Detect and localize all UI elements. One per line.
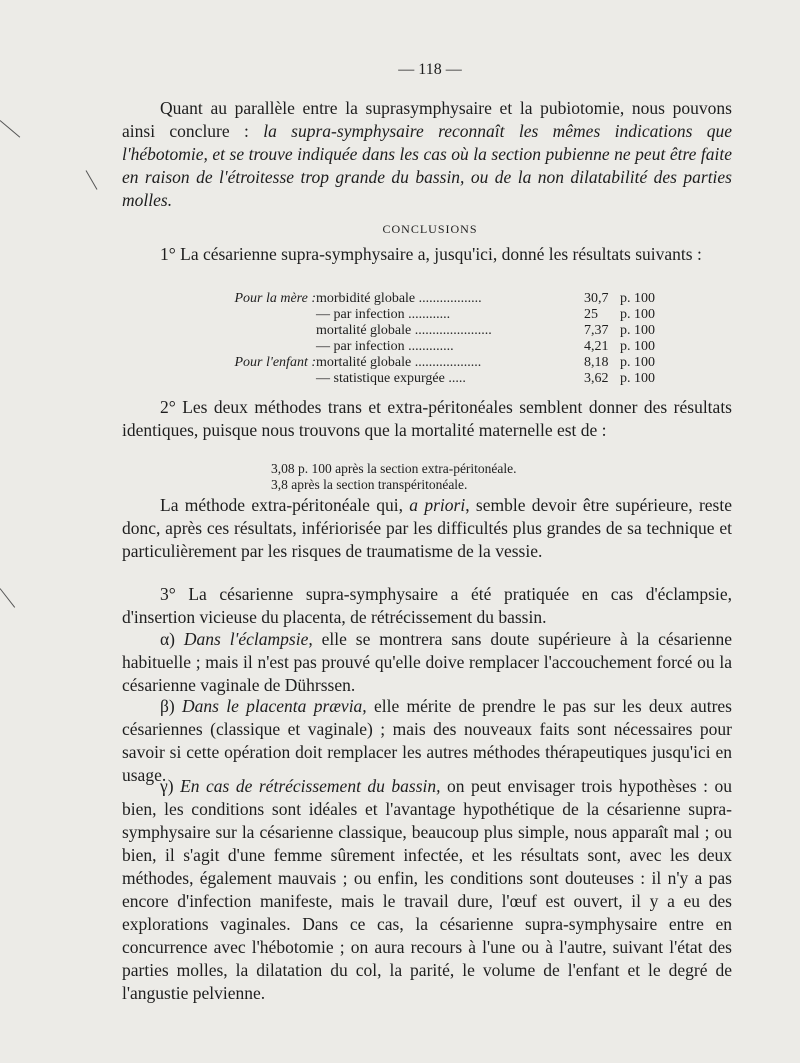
beta-marker: β) [160,696,183,716]
stats-unit: p. 100 [620,371,655,386]
stats-item: mortalité globale ................... [316,355,482,370]
alpha-marker: α) [160,629,184,649]
stats-row [120,291,655,307]
beta-paragraph [122,695,732,787]
gamma-italic: En cas de rétrécissement du bassin, [180,776,441,796]
extra-method-paragraph [122,494,732,563]
stats-item: — par infection ............. [316,339,454,354]
results-table [120,291,655,387]
conclusion-2: 2° Les deux méthodes trans et extra-péritonéales semblent donner des résultats identiques, puisque nous trouvons que la mortalité maternelle est de : [122,397,732,440]
stats-label [120,307,316,323]
conclusions-heading: CONCLUSIONS [382,222,478,236]
intro-italic-conclusion: la supra-symphysaire reconnaît les mêmes indications que l'hébotomie, et se trouve indiquée dans les cas où la section pubienne ne peut être faite en raison de l'étroitesse trop grande du bassin, ou de la non dilatabilité des parties molles. [122,121,733,210]
beta-text: elle mérite de prendre le pas sur les deux autres césariennes (classique et vaginale) ; mais des nouveaux faits sont nécessaires pour savoir si cette opération doit remplacer les autres méthodes thérapeutiques jusqu'ici en usage. [122,696,732,785]
conclusion-1: 1° La césarienne supra-symphysaire a, jusqu'ici, donné les résultats suivants : [160,244,702,264]
page-number: — 118 — [398,61,462,78]
stats-item: mortalité globale ...................... [316,323,492,338]
stats-row [120,307,655,323]
intro-paragraph [122,97,732,212]
stats-item: — par infection ............ [316,307,451,322]
stats-label: Pour la mère : [234,291,316,306]
gamma-marker: γ) [160,776,181,796]
stats-row [120,339,655,355]
stats-row [120,323,655,339]
stats-value: 4,21 [584,339,609,354]
margin-mark [0,120,20,137]
stats-row [120,355,655,371]
stats-row [120,371,655,387]
mortality-line-extra: 3,08 p. 100 après la section extra-péritonéale. [271,461,517,476]
stats-unit: p. 100 [620,307,655,322]
stats-item: — statistique expurgée ..... [316,371,466,386]
margin-mark [86,170,98,190]
stats-unit: p. 100 [620,355,655,370]
mortality-line-trans: 3,8 après la section transpéritonéale. [271,477,468,492]
conclusion-3: 3° La césarienne supra-symphysaire a été pratiquée en cas d'éclampsie, d'insertion vicieuse du placenta, de rétrécissement du bassin. [122,584,732,627]
stats-label [120,371,316,387]
stats-value: 3,62 [584,371,609,386]
intro-lead: Quant au parallèle entre la suprasymphysaire et la pubiotomie, nous pouvons ainsi conclure : [122,98,732,141]
extra-method-before: La méthode extra-péritonéale qui, [160,495,410,515]
gamma-text: on peut envisager trois hypothèses : ou bien, les conditions sont idéales et l'avantage hypothétique de la césarienne supra-symphysaire sur la césarienne classique, beaucoup plus simple, nous apparaît mal ; ou bien, il s'agit d'une femme sûrement infectée, et les résultats sont, avec les deux méthodes, également mauvais ; ou enfin, les conditions sont douteuses : il n'y a pas encore d'infection manifeste, mais le travail dure, l'œuf est ouvert, il y a eu des explorations vaginales. Dans ce cas, la césarienne supra-symphysaire entre en concurrence avec l'hébotomie ; on aura recours à l'une ou à l'autre, suivant l'état des parties molles, la dilatation du col, la parité, le volume de l'enfant et le degré de l'angustie pelvienne. [122,776,732,1003]
stats-value: 7,37 [584,323,609,338]
stats-unit: p. 100 [620,323,655,338]
alpha-italic: Dans l'éclampsie, [183,629,313,649]
stats-label [120,339,316,355]
stats-label [120,323,316,339]
stats-value: 25 [584,307,598,322]
beta-italic: Dans le placenta prævia, [182,696,367,716]
a-priori-italic: a priori [409,495,466,515]
alpha-paragraph [122,628,732,697]
stats-value: 8,18 [584,355,609,370]
stats-item: morbidité globale .................. [316,291,482,306]
alpha-text: elle se montrera sans doute supérieure à la césarienne habituelle ; mais il n'est pas prouvé qu'elle doive remplacer l'accouchement forcé ou la césarienne vaginale de Dührssen. [122,629,732,695]
gamma-paragraph [122,775,732,1005]
stats-value: 30,7 [584,291,609,306]
stats-unit: p. 100 [620,339,655,354]
stats-label: Pour l'enfant : [234,355,316,370]
extra-method-after: , semble devoir être supérieure, reste donc, après ces résultats, infériorisée par les difficultés plus grandes de sa technique et particulièrement par les risques de traumatisme de la vessie. [122,495,732,561]
stats-unit: p. 100 [620,291,655,306]
margin-mark [0,588,15,608]
